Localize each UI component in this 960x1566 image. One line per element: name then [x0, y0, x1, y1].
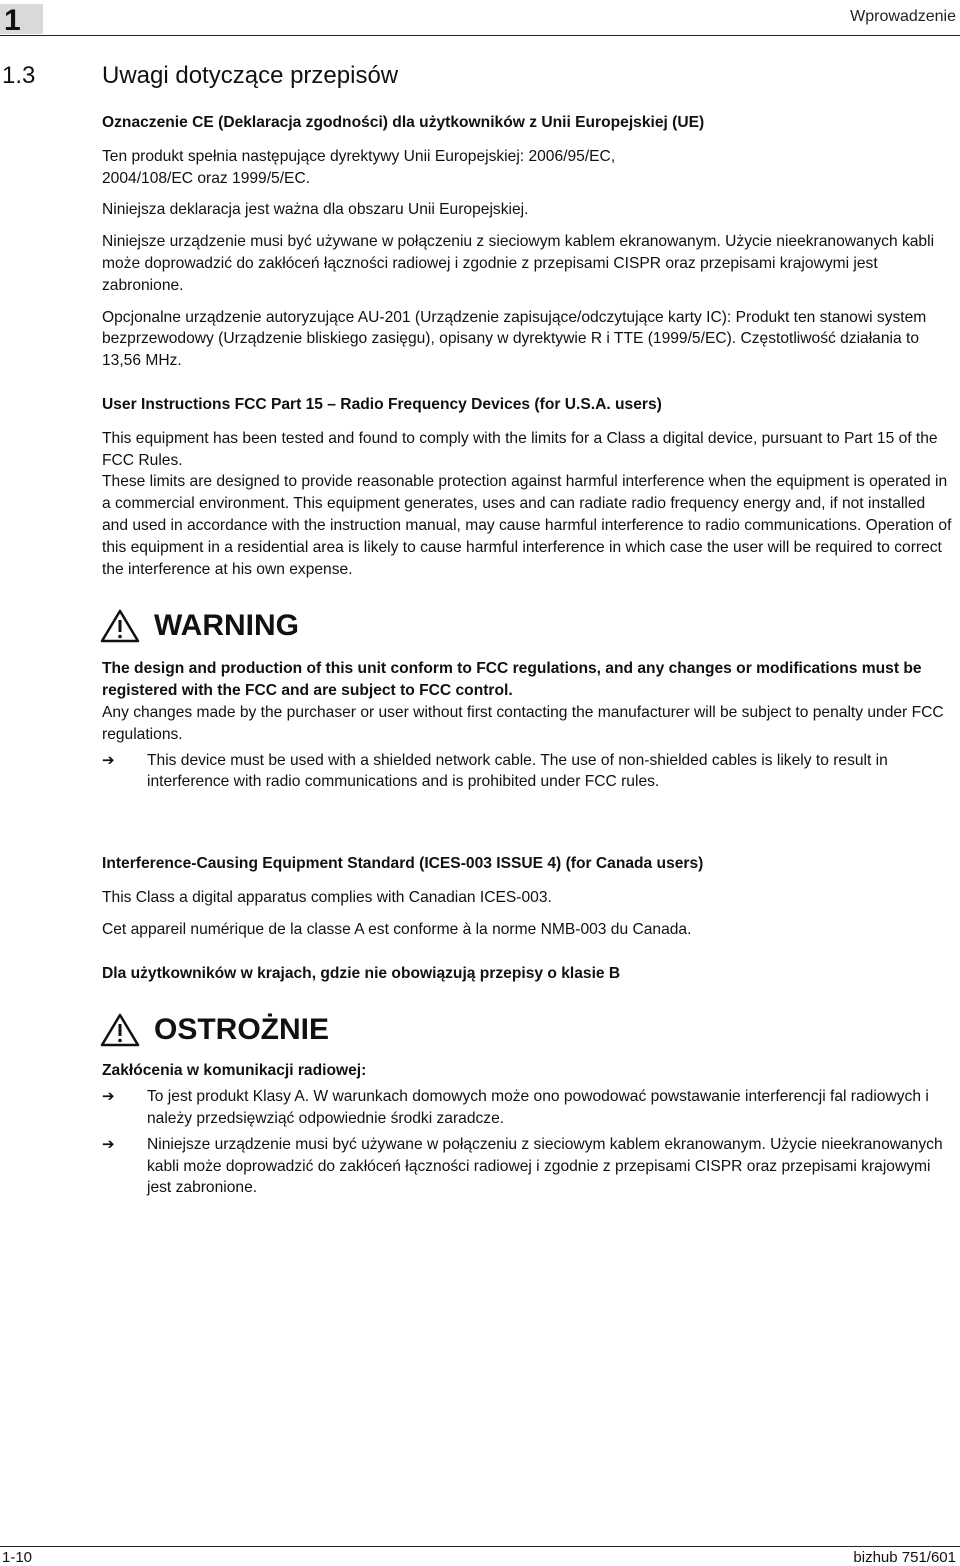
- caution-bullet-text: Niniejsze urządzenie musi być używane w połączeniu z sieciowym kablem ekranowanym. Użycie nieekranowanych kabli może doprowadzić do zakłóceń łączności radiowej i zgodnie z przepisami CISPR oraz przepisami krajowymi jest zabronione.: [147, 1135, 943, 1197]
- fcc-heading: User Instructions FCC Part 15 – Radio Frequency Devices (for U.S.A. users): [102, 395, 662, 413]
- arrow-right-icon: ➔: [102, 1135, 115, 1153]
- header-rule: [0, 35, 960, 36]
- list-item: [102, 750, 954, 794]
- arrow-right-icon: ➔: [102, 751, 115, 769]
- fcc-paragraph-1: This equipment has been tested and found to comply with the limits for a Class a digital device, pursuant to Part 15 of the FCC Rules.: [102, 429, 938, 469]
- ce-paragraph-1: Ten produkt spełnia następujące dyrektywy Unii Europejskiej: 2006/95/EC, 2004/108/EC oraz 1999/5/EC.: [102, 147, 616, 187]
- section-title: Uwagi dotyczące przepisów: [102, 62, 399, 89]
- running-header-title: Wprowadzenie: [850, 8, 956, 25]
- page-number: 1-10: [2, 1549, 33, 1566]
- list-item: [102, 1134, 954, 1199]
- ce-paragraph-4: Opcjonalne urządzenie autoryzujące AU-201 (Urządzenie zapisujące/odczytujące karty IC): Produkt ten stanowi system bezprzewodowy (Urządzenie bliskiego zasięgu), opisany w dyrektywie R i TTE (1999/5/EC). Częstotliwość działania to 13,56 MHz.: [102, 308, 927, 370]
- section-heading: [2, 62, 398, 90]
- canada-paragraph-1: This Class a digital apparatus complies with Canadian ICES-003.: [102, 888, 552, 906]
- fcc-paragraph-2: These limits are designed to provide reasonable protection against harmful interference when the equipment is operated in a commercial environment. This equipment generates, uses and can radiate radio frequency energy and, if not installed and used in accordance with the instruction manual, may cause harmful interference to radio communications. Operation of this equipment in a residential area is likely to cause harmful interference in which case the user will be required to correct the interference at his own expense.: [102, 473, 952, 578]
- classb-heading: Dla użytkowników w krajach, gdzie nie obowiązują przepisy o klasie B: [102, 964, 621, 982]
- canada-heading: Interference-Causing Equipment Standard (ICES-003 ISSUE 4) (for Canada users): [102, 855, 704, 873]
- warning-triangle-icon: [100, 609, 140, 643]
- canada-paragraph-2: Cet appareil numérique de la classe A est conforme à la norme NMB-003 du Canada.: [102, 920, 692, 938]
- page-content: [102, 112, 954, 1199]
- caution-heading: [100, 1010, 954, 1050]
- section-number: 1.3: [2, 62, 36, 89]
- ce-paragraph-2: Niniejsza deklaracja jest ważna dla obszaru Unii Europejskiej.: [102, 201, 529, 219]
- warning-bold-text: The design and production of this unit conform to FCC regulations, and any changes or modifications must be registered with the FCC and are subject to FCC control.: [102, 660, 922, 700]
- caution-bullet-text: To jest produkt Klasy A. W warunkach domowych może ono powodować powstawanie interferencji fal radiowych i należy przedsięwziąć odpowiednie środki zaradcze.: [147, 1088, 929, 1127]
- product-name: bizhub 751/601: [853, 1549, 956, 1566]
- warning-title: WARNING: [154, 609, 299, 643]
- caution-subheading: Zakłócenia w komunikacji radiowej:: [102, 1062, 367, 1080]
- footer-rule: [0, 1546, 960, 1547]
- arrow-right-icon: ➔: [102, 1088, 115, 1106]
- ce-heading: Oznaczenie CE (Deklaracja zgodności) dla użytkowników z Unii Europejskiej (UE): [102, 114, 705, 131]
- warning-triangle-icon: [100, 1013, 140, 1047]
- list-item: [102, 1086, 954, 1130]
- warning-bullet-text: This device must be used with a shielded network cable. The use of non-shielded cables is likely to result in interference with radio communications and is prohibited under FCC rules.: [147, 751, 888, 791]
- chapter-number: 1: [4, 4, 21, 37]
- ce-paragraph-3: Niniejsze urządzenie musi być używane w połączeniu z sieciowym kablem ekranowanym. Użycie nieekranowanych kabli może doprowadzić do zakłóceń łączności radiowej i zgodnie z przepisami CISPR oraz przepisami krajowymi jest zabronione.: [102, 233, 935, 294]
- warning-heading: [100, 606, 954, 646]
- warning-text: Any changes made by the purchaser or user without first contacting the manufacturer will be subject to penalty under FCC regulations.: [102, 703, 944, 743]
- caution-title: OSTROŻNIE: [154, 1013, 330, 1047]
